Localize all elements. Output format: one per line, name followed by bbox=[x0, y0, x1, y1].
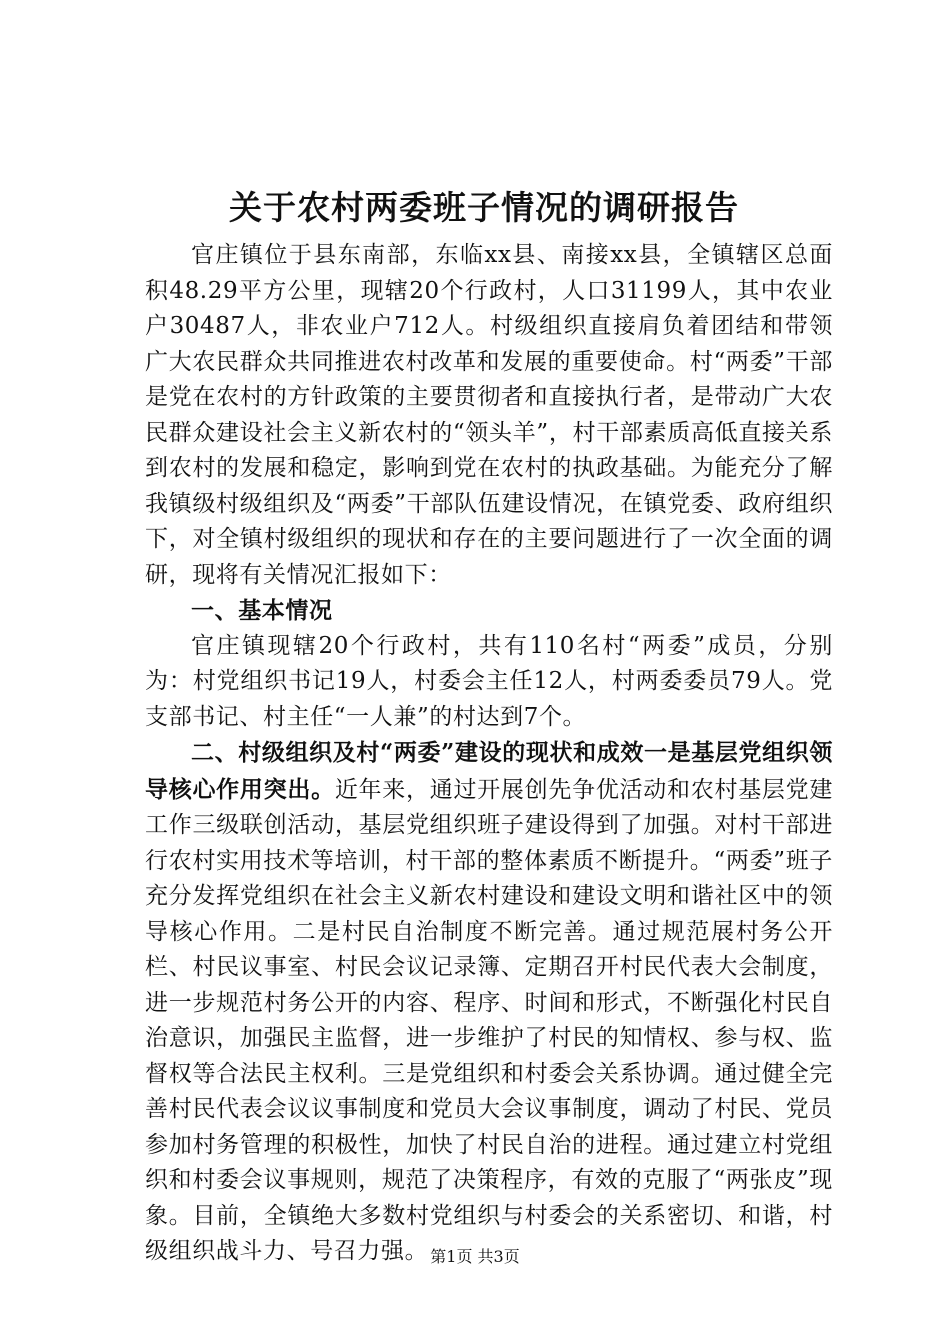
intro-paragraph: 官庄镇位于县东南部，东临xx县、南接xx县，全镇辖区总面积48.29平方公里，现辖20个行政村，人口31199人，其中农业户30487人，非农业户712人。村级组织直接肩负着团结和带领广大农民群众共同推进农村改革和发展的重要使命。村“两委”干部是党在农村的方针政策的主要贯彻者和直接执行者，是带动广大农民群众建设社会主义新农村的“领头羊”，村干部素质高低直接关系到农村的发展和稳定，影响到党在农村的执政基础。为能充分了解我镇级村级组织及“两委”干部队伍建设情况，在镇党委、政府组织下，对全镇村级组织的现状和存在的主要问题进行了一次全面的调研，现将有关情况汇报如下： bbox=[145, 242, 833, 588]
status-paragraph bbox=[145, 735, 833, 1270]
basic-info-paragraph: 官庄镇现辖20个行政村，共有110名村“两委”成员，分别为：村党组织书记19人，村委会主任12人，村两委委员79人。党支部书记、村主任“一人兼”的村达到7个。 bbox=[145, 632, 833, 730]
page-footer: 第1页 共3页 bbox=[430, 1247, 520, 1266]
section-heading-status: 二、村级组织及村“两委”建设的现状和成效一是基层党组织领导核心作用突出。 bbox=[145, 739, 833, 803]
status-paragraph-text: 近年来，通过开展创先争优活动和农村基层党建工作三级联创活动，基层党组织班子建设得到了加强。对村干部进行农村实用技术等培训，村干部的整体素质不断提升。“两委”班子充分发挥党组织在社会主义新农村建设和建设文明和谐社区中的领导核心作用。二是村民自治制度不断完善。通过规范展村务公开栏、村民议事室、村民会议记录簿、定期召开村民代表大会制度，进一步规范村务公开的内容、程序、时间和形式，不断强化村民自治意识，加强民主监督，进一步维护了村民的知情权、参与权、监督权等合法民主权利。三是党组织和村委会关系协调。通过健全完善村民代表会议议事制度和党员大会议事制度，调动了村民、党员参加村务管理的积极性，加快了村民自治的进程。通过建立村党组织和村委会议事规则，规范了决策程序，有效的克服了“两张皮”现象。目前，全镇绝大多数村党组织与村委会的关系密切、和谐，村级组织战斗力、号召力强。 bbox=[145, 776, 833, 1264]
document-title: 关于农村两委班子情况的调研报告 bbox=[229, 188, 739, 227]
document-body bbox=[145, 178, 833, 1270]
section-heading-basic: 一、基本情况 bbox=[191, 597, 333, 624]
